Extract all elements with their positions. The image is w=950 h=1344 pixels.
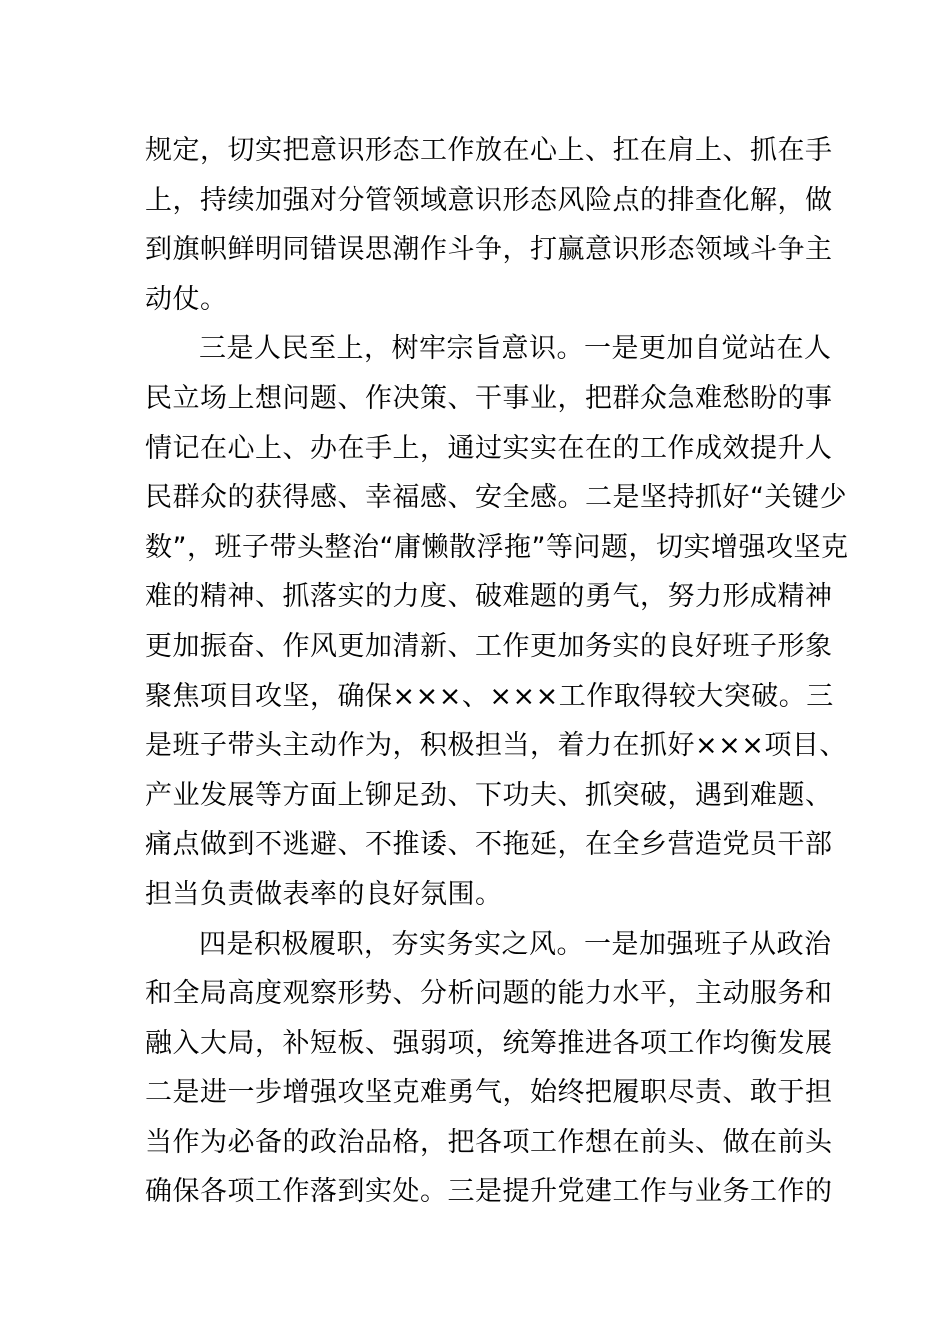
text-line: 当作为必备的政治品格，把各项工作想在前头、做在前头	[145, 1126, 833, 1158]
paragraph-start-line: 三是人民至上，树牢宗旨意识。一是更加自觉站在人	[199, 333, 832, 365]
text-line: 和全局高度观察形势、分析问题的能力水平，主动服务和	[145, 978, 833, 1010]
text-line: 融入大局，补短板、强弱项，统筹推进各项工作均衡发展	[145, 1027, 833, 1059]
text-line: 是班子带头主动作为，积极担当，着力在抓好×××项目、	[145, 730, 847, 762]
text-line: 动仗。	[145, 283, 228, 315]
text-line: 二是进一步增强攻坚克难勇气，始终把履职尽责、敢于担	[145, 1077, 833, 1109]
text-line: 聚焦项目攻坚，确保×××、×××工作取得较大突破。三	[145, 680, 834, 712]
text-line: 民群众的获得感、幸福感、安全感。二是坚持抓好“关键少	[145, 482, 847, 514]
text-line: 民立场上想问题、作决策、干事业，把群众急难愁盼的事	[145, 382, 833, 414]
text-line: 数”，班子带头整治“庸懒散浮拖”等问题，切实增强攻坚克	[145, 531, 849, 563]
text-line: 情记在心上、办在手上，通过实实在在的工作成效提升人	[145, 432, 833, 464]
text-line: 担当负责做表率的良好氛围。	[145, 878, 503, 910]
text-line: 确保各项工作落到实处。三是提升党建工作与业务工作的	[145, 1176, 833, 1208]
text-line: 难的精神、抓落实的力度、破难题的勇气，努力形成精神	[145, 581, 833, 613]
text-line: 痛点做到不逃避、不推诿、不拖延，在全乡营造党员干部	[145, 829, 833, 861]
text-line: 产业发展等方面上铆足劲、下功夫、抓突破，遇到难题、	[145, 779, 833, 811]
text-line: 到旗帜鲜明同错误思潮作斗争，打赢意识形态领域斗争主	[145, 234, 833, 266]
paragraph-start-line: 四是积极履职，夯实务实之风。一是加强班子从政治	[199, 928, 832, 960]
text-line: 上，持续加强对分管领域意识形态风险点的排查化解，做	[145, 184, 833, 216]
text-line: 更加振奋、作风更加清新、工作更加务实的良好班子形象	[145, 630, 833, 662]
body-text	[145, 126, 849, 1217]
text-line: 规定，切实把意识形态工作放在心上、扛在肩上、抓在手	[145, 135, 833, 166]
